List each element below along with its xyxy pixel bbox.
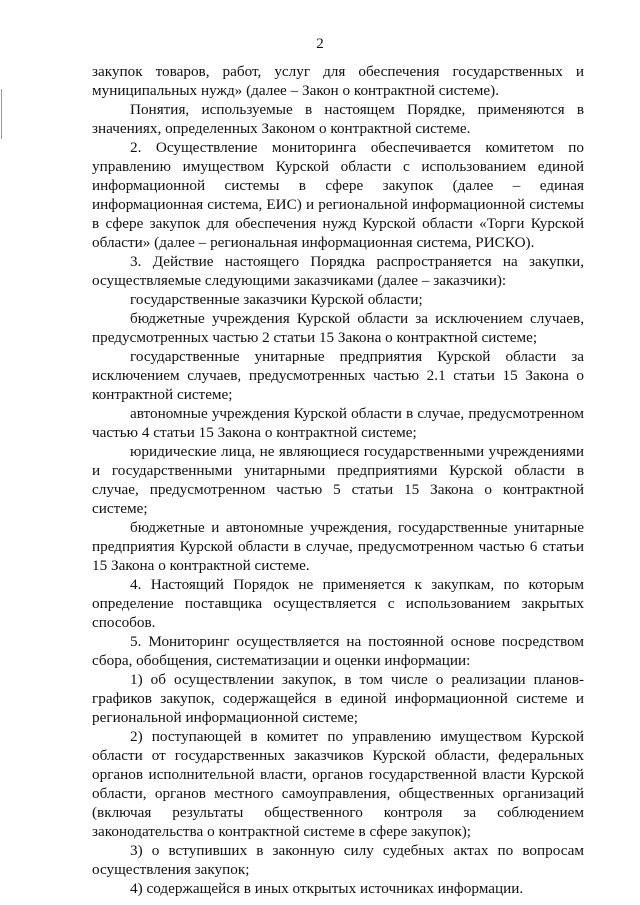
- paragraph-customer-budget: бюджетные учреждения Курской области за исключением случаев, предусмотренных частью 2 статьи 15 Закона о контрактной системе;: [92, 310, 584, 346]
- page-number: 2: [316, 36, 324, 52]
- paragraph-customer-unitary: государственные унитарные предприятия Курской области за исключением случаев, предусмотренных частью 2.1 статьи 15 Закона о контрактной системе;: [92, 348, 584, 403]
- paragraph-item-3: 3. Действие настоящего Порядка распространяется на закупки, осуществляемые следующими заказчиками (далее – заказчики):: [92, 253, 584, 289]
- paragraph-definitions: Понятия, используемые в настоящем Порядке, применяются в значениях, определенных Законом о контрактной системе.: [92, 101, 584, 137]
- paragraph-subitem-4: 4) содержащейся в иных открытых источниках информации.: [130, 880, 524, 897]
- paragraph-customer-state: государственные заказчики Курской области;: [130, 291, 423, 308]
- paragraph-item-4: 4. Настоящий Порядок не применяется к закупкам, по которым определение поставщика осуществляется с использованием закрытых способов.: [92, 576, 584, 631]
- paragraph-item-2: 2. Осуществление мониторинга обеспечивается комитетом по управлению имуществом Курской области с использованием единой информационной системы в сфере закупок (далее – единая информационная система, ЕИС) и региональной информационной системы в сфере закупок для обеспечения нужд Курской области «Торги Курской области» (далее – региональная информационная система, РИСКО).: [92, 139, 584, 251]
- paragraph-customer-legal-entities: юридические лица, не являющиеся государственными учреждениями и государственными унитарными предприятиями Курской области в случае, предусмотренном частью 5 статьи 15 Закона о контрактной системе;: [92, 443, 584, 517]
- paragraph-customer-autonomous: автономные учреждения Курской области в случае, предусмотренном частью 4 статьи 15 Закона о контрактной системе;: [92, 405, 584, 441]
- paragraph-subitem-2: 2) поступающей в комитет по управлению имуществом Курской области от государственных заказчиков Курской области, федеральных органов исполнительной власти, органов государственной власти Курской области, органов местного самоуправления, общественных организаций (включая результаты общественного контроля за соблюдением законодательства о контрактной системе в сфере закупок);: [92, 728, 584, 840]
- paragraph-subitem-3: 3) о вступивших в законную силу судебных актах по вопросам осуществления закупок;: [92, 842, 584, 878]
- scan-edge-mark: [1, 89, 2, 139]
- paragraph-continuation: закупок товаров, работ, услуг для обеспечения государственных и муниципальных нужд» (далее – Закон о контрактной системе).: [92, 63, 584, 99]
- paragraph-subitem-1: 1) об осуществлении закупок, в том числе о реализации планов-графиков закупок, содержащейся в единой информационной системе и региональной информационной системе;: [92, 671, 584, 726]
- document-body: [92, 62, 584, 898]
- paragraph-customer-budget-autonomous: бюджетные и автономные учреждения, государственные унитарные предприятия Курской области в случае, предусмотренном частью 6 статьи 15 Закона о контрактной системе.: [92, 519, 584, 574]
- paragraph-item-5: 5. Мониторинг осуществляется на постоянной основе посредством сбора, обобщения, систематизации и оценки информации:: [92, 633, 584, 669]
